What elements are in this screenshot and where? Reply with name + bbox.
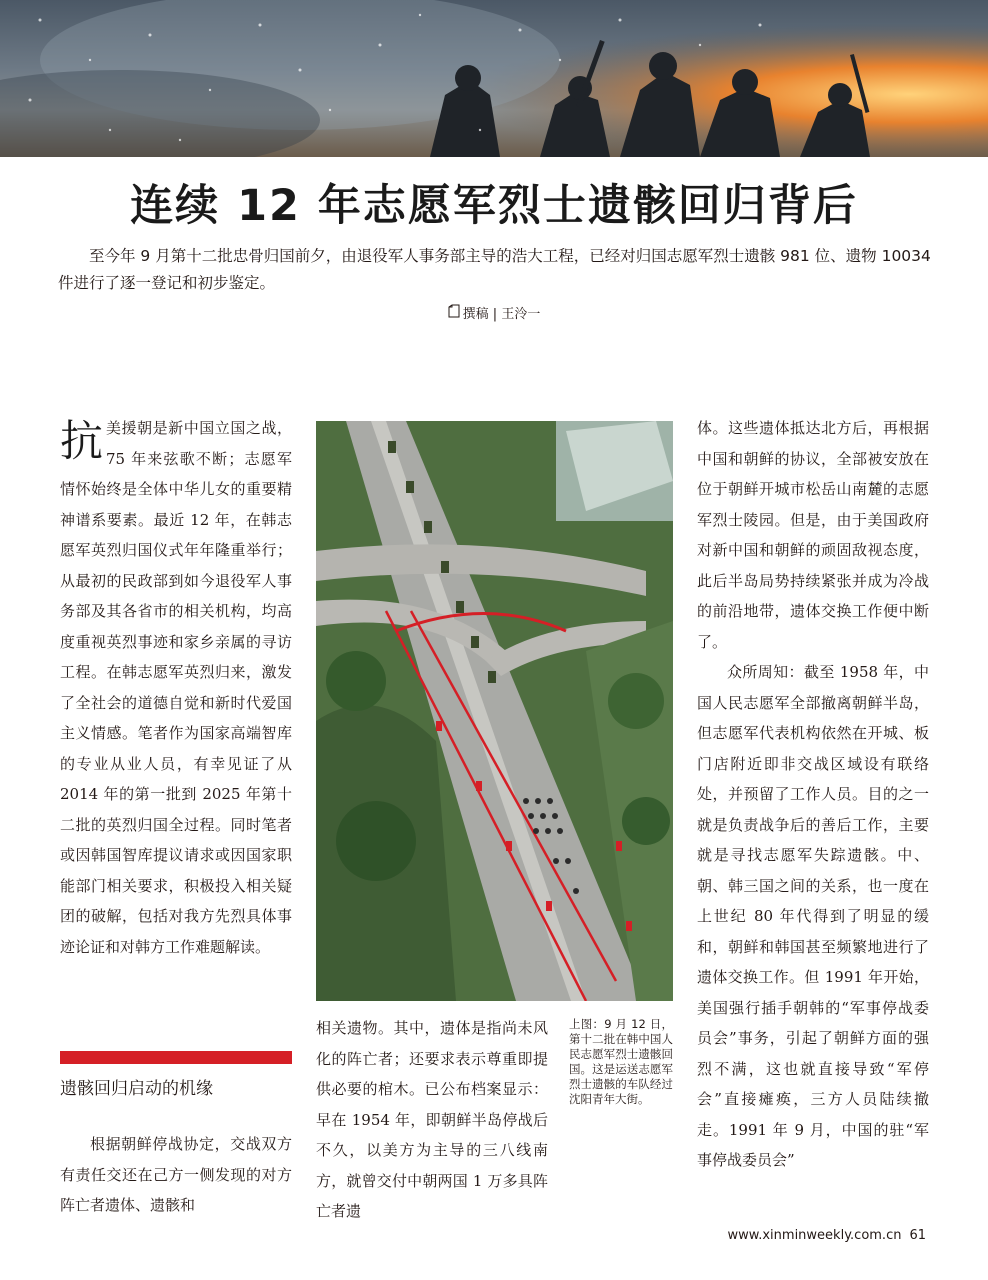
body-paragraph-col3-1: 体。这些遗体抵达北方后，再根据中国和朝鲜的协议，全部被安放在位于朝鲜开城市松岳山南麓的志愿军烈士陵园。但是，由于美国政府对新中国和朝鲜的顽固敌视态度，此后半岛局势持续紧张并成为冷战的前沿地带，遗体交换工作便中断了。 xyxy=(697,419,929,651)
convoy-photo xyxy=(316,421,673,1001)
byline-text: 撰稿 | 王泠一 xyxy=(462,307,541,322)
byline xyxy=(0,304,988,325)
body-text-col1-continued: 根据朝鲜停战协定，交战双方有责任交还在己方一侧发现的对方阵亡者遗体、遗骸和 xyxy=(60,1135,292,1214)
page-number: 61 xyxy=(909,1228,926,1243)
drop-cap: 抗 xyxy=(60,417,103,467)
header-banner-photo xyxy=(0,0,988,157)
motorcade-overpass-photo xyxy=(316,421,673,1001)
page-footer xyxy=(728,1228,926,1243)
section-divider-bar xyxy=(60,1051,292,1064)
body-column-3 xyxy=(697,413,929,1223)
pen-icon xyxy=(448,304,460,325)
body-paragraph-col3-2: 众所周知：截至 1958 年，中国人民志愿军全部撤离朝鲜半岛，但志愿军代表机构依然在开城、板门店附近即非交战区域设有联络处，并预留了工作人员。目的之一就是负责战争后的善后工作，主要就是寻找志愿军失踪遗骸。中、朝、韩三国之间的关系，也一度在上世纪 80 年代得到了明显的缓和，朝鲜和韩国甚至频繁地进行了遗体交换工作。但 1991 年开始，美国强行插手朝韩的“军事停战委员会”事务，引起了朝鲜方面的强烈不满，这也就直接导致“军停会”直接瘫痪，三方人员陆续撤走。1991 年 9 月，中国的驻“军事停战委员会” xyxy=(697,663,929,1169)
battle-scene-illustration xyxy=(0,0,988,157)
body-text-col1: 美援朝是新中国立国之战，75 年来弦歌不断；志愿军情怀始终是全体中华儿女的重要精神谱系要素。最近 12 年，在韩志愿军英烈归国仪式年年隆重举行；从最初的民政部到如今退役军人事务部及其各省市的相关机构，均高度重视英烈事迹和家乡亲属的寻访工程。在韩志愿军英烈归来，激发了全社会的道德自觉和新时代爱国主义情感。笔者作为国家高端智库的专业从业人员，有幸见证了从 2014 年的第一批到 2025 年第十二批的英烈归国全过程。同时笔者或因韩国智库提议请求或因国家职能部门相关要求，积极投入相关疑团的破解，包括对我方先烈具体事迹论证和对韩方工作难题解读。 xyxy=(60,419,292,956)
article-title: 连续 12 年志愿军烈士遗骸回归背后 xyxy=(130,181,858,231)
photo-caption: 上图：9 月 12 日，第十二批在韩中国人民志愿军烈士遗骸回国。这是运送志愿军烈士遗骸的车队经过沈阳青年大街。 xyxy=(569,1017,673,1106)
section-heading: 遗骸回归启动的机缘 xyxy=(60,1079,213,1099)
article-summary: 至今年 9 月第十二批忠骨归国前夕，由退役军人事务部主导的浩大工程，已经对归国志愿军烈士遗骸 981 位、遗物 10034 件进行了逐一登记和初步鉴定。 xyxy=(58,247,931,292)
body-text-col2: 相关遗物。其中，遗体是指尚未风化的阵亡者；还要求表示尊重即提供必要的棺木。已公布档案显示：早在 1954 年，即朝鲜半岛停战后不久，以美方为主导的三八线南方，就曾交付中朝两国 1 万多具阵亡者遗 xyxy=(316,1019,548,1220)
footer-url[interactable]: www.xinminweekly.com.cn xyxy=(727,1228,902,1243)
body-column-1 xyxy=(60,413,292,1013)
